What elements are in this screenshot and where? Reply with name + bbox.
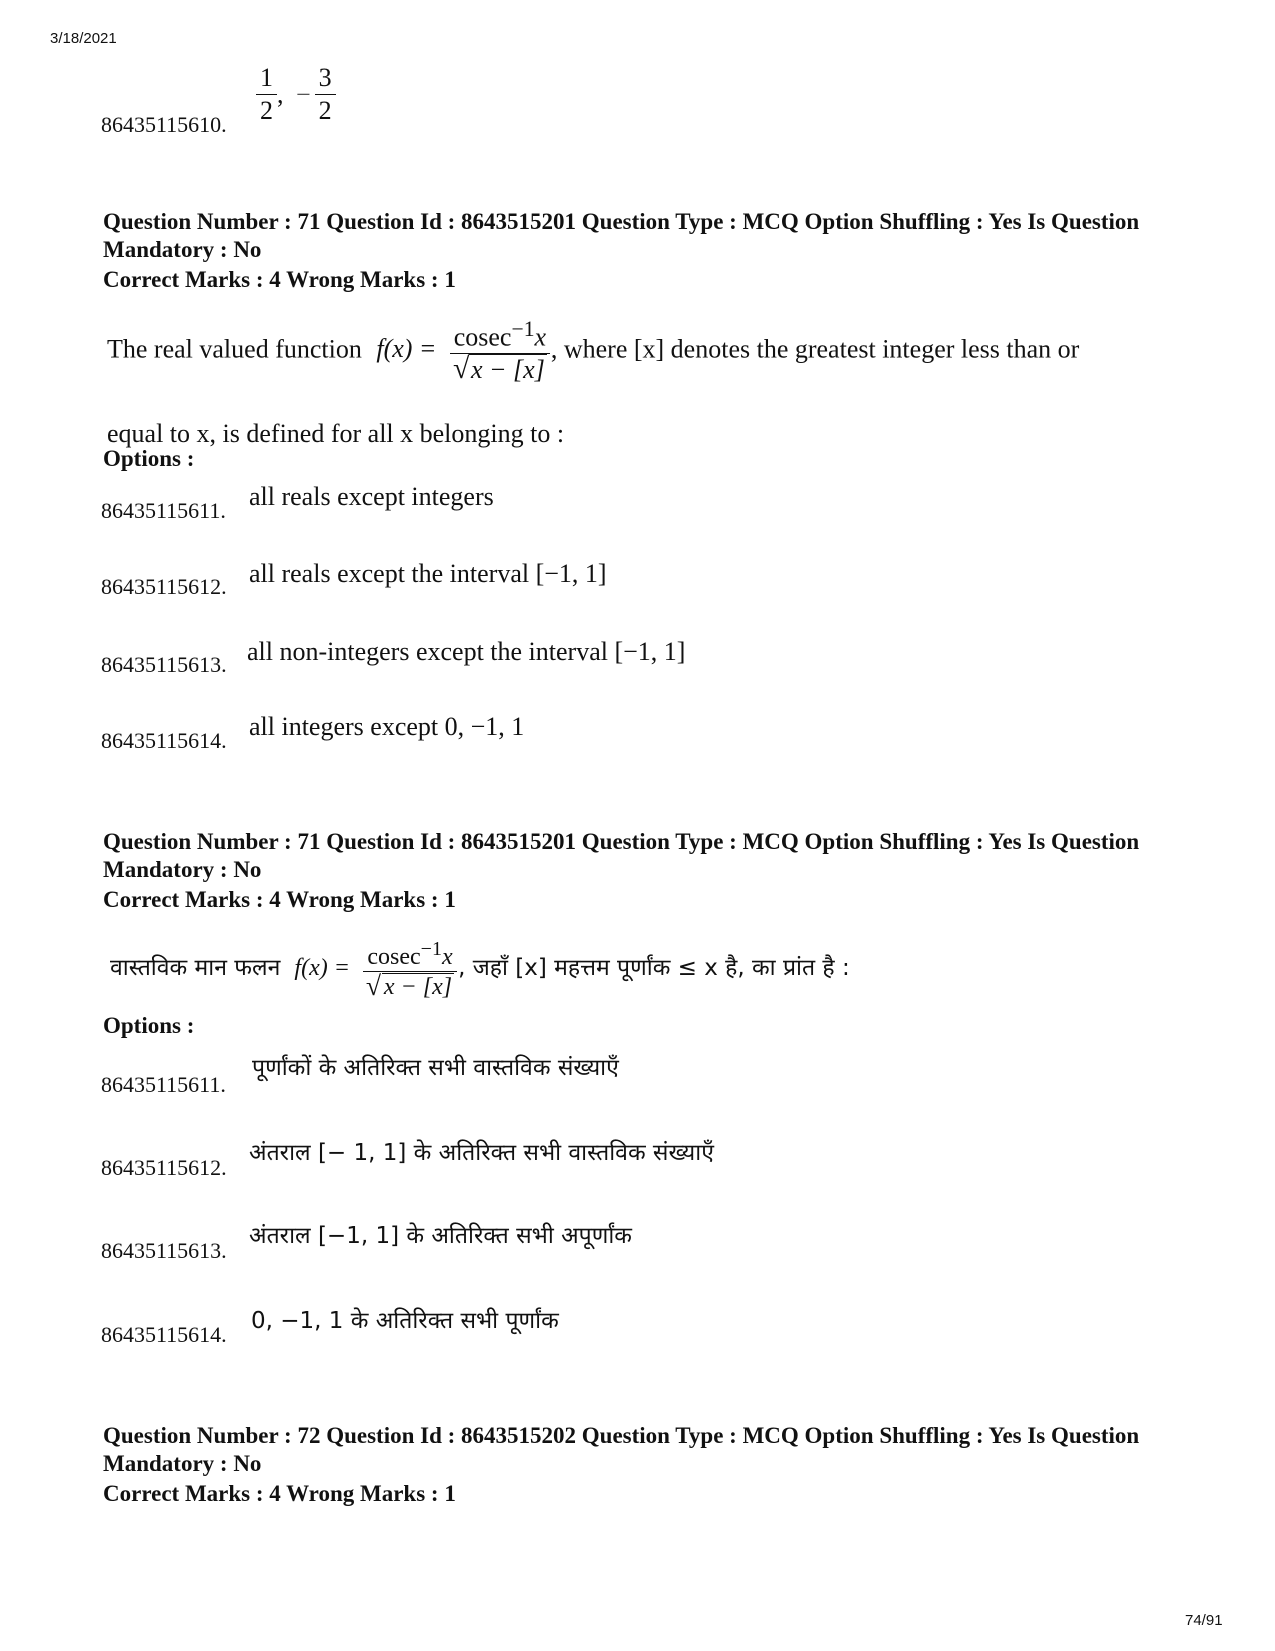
option-id: 86435115613. (101, 652, 227, 677)
question-marks: Correct Marks : 4 Wrong Marks : 1 (103, 1481, 456, 1506)
question-header: Question Number : 72 Question Id : 8643515202 Question Type : MCQ Option Shuffling : Yes Is Question Mandatory : No (103, 1423, 1140, 1476)
numerator: cosec (453, 322, 512, 352)
function-fraction (362, 938, 458, 1001)
stem-text: वास्तविक मान फलन (110, 954, 281, 981)
option-id: 86435115610. (101, 112, 227, 137)
question-stem (107, 318, 1079, 385)
option-id: 86435115612. (101, 574, 227, 599)
fraction-1 (256, 64, 277, 125)
option-text: अंतराल [−1, 1] के अतिरिक्त सभी अपूर्णांक (249, 1223, 632, 1249)
options-label: Options : (103, 446, 195, 471)
print-date: 3/18/2021 (50, 30, 117, 47)
option-text: अंतराल [− 1, 1] के अतिरिक्त सभी वास्तविक संख्याएँ (249, 1140, 714, 1166)
question-header: Question Number : 71 Question Id : 8643515201 Question Type : MCQ Option Shuffling : Yes Is Question Mandatory : No (103, 829, 1140, 882)
variable: x (441, 944, 453, 970)
exponent: −1 (511, 317, 535, 341)
variable: x (534, 322, 547, 352)
option-id: 86435115611. (101, 498, 226, 523)
option-id: 86435115612. (101, 1155, 227, 1180)
radicand: x − [x] (383, 974, 453, 1001)
fraction-2 (315, 64, 336, 125)
options-label: Options : (103, 1013, 195, 1038)
option-math (256, 64, 336, 125)
fraction-denominator: 2 (260, 95, 273, 125)
fraction-numerator: 3 (315, 64, 336, 95)
function-label: f(x) = (376, 334, 437, 364)
question-marks: Correct Marks : 4 Wrong Marks : 1 (103, 267, 456, 292)
option-text: all integers except 0, −1, 1 (249, 712, 525, 741)
option-text: all reals except integers (249, 482, 494, 511)
page-number: 74/91 (1185, 1612, 1223, 1629)
stem-text: , जहाँ [x] महत्तम पूर्णांक ≤ x है, का प्रांत है : (458, 954, 850, 981)
question-marks: Correct Marks : 4 Wrong Marks : 1 (103, 887, 456, 912)
option-id: 86435115614. (101, 728, 227, 753)
option-id: 86435115611. (101, 1072, 226, 1097)
function-fraction (449, 318, 551, 385)
question-stem (110, 938, 850, 1001)
option-text: all non-integers except the interval [−1, 1] (247, 637, 686, 666)
question-header: Question Number : 71 Question Id : 8643515201 Question Type : MCQ Option Shuffling : Yes Is Question Mandatory : No (103, 209, 1140, 262)
numerator: cosec (367, 944, 421, 970)
question-stem-line2: equal to x, is defined for all x belonging to : (107, 419, 565, 448)
option-id: 86435115614. (101, 1322, 227, 1347)
radicand: x − [x] (470, 355, 545, 385)
stem-text: The real valued function (107, 334, 362, 364)
stem-text: , where [x] denotes the greatest integer less than or (550, 334, 1080, 364)
fraction-denominator: 2 (318, 95, 332, 125)
option-text: पूर्णांकों के अतिरिक्त सभी वास्तविक संख्याएँ (252, 1055, 619, 1081)
fraction-numerator: 1 (256, 64, 277, 95)
option-text: 0, −1, 1 के अतिरिक्त सभी पूर्णांक (251, 1308, 559, 1334)
separator: , (277, 79, 284, 109)
minus-sign: − (296, 79, 311, 109)
function-label: f(x) = (294, 954, 350, 981)
option-id: 86435115613. (101, 1238, 227, 1263)
exponent: −1 (420, 938, 442, 960)
option-text: all reals except the interval [−1, 1] (249, 559, 607, 588)
